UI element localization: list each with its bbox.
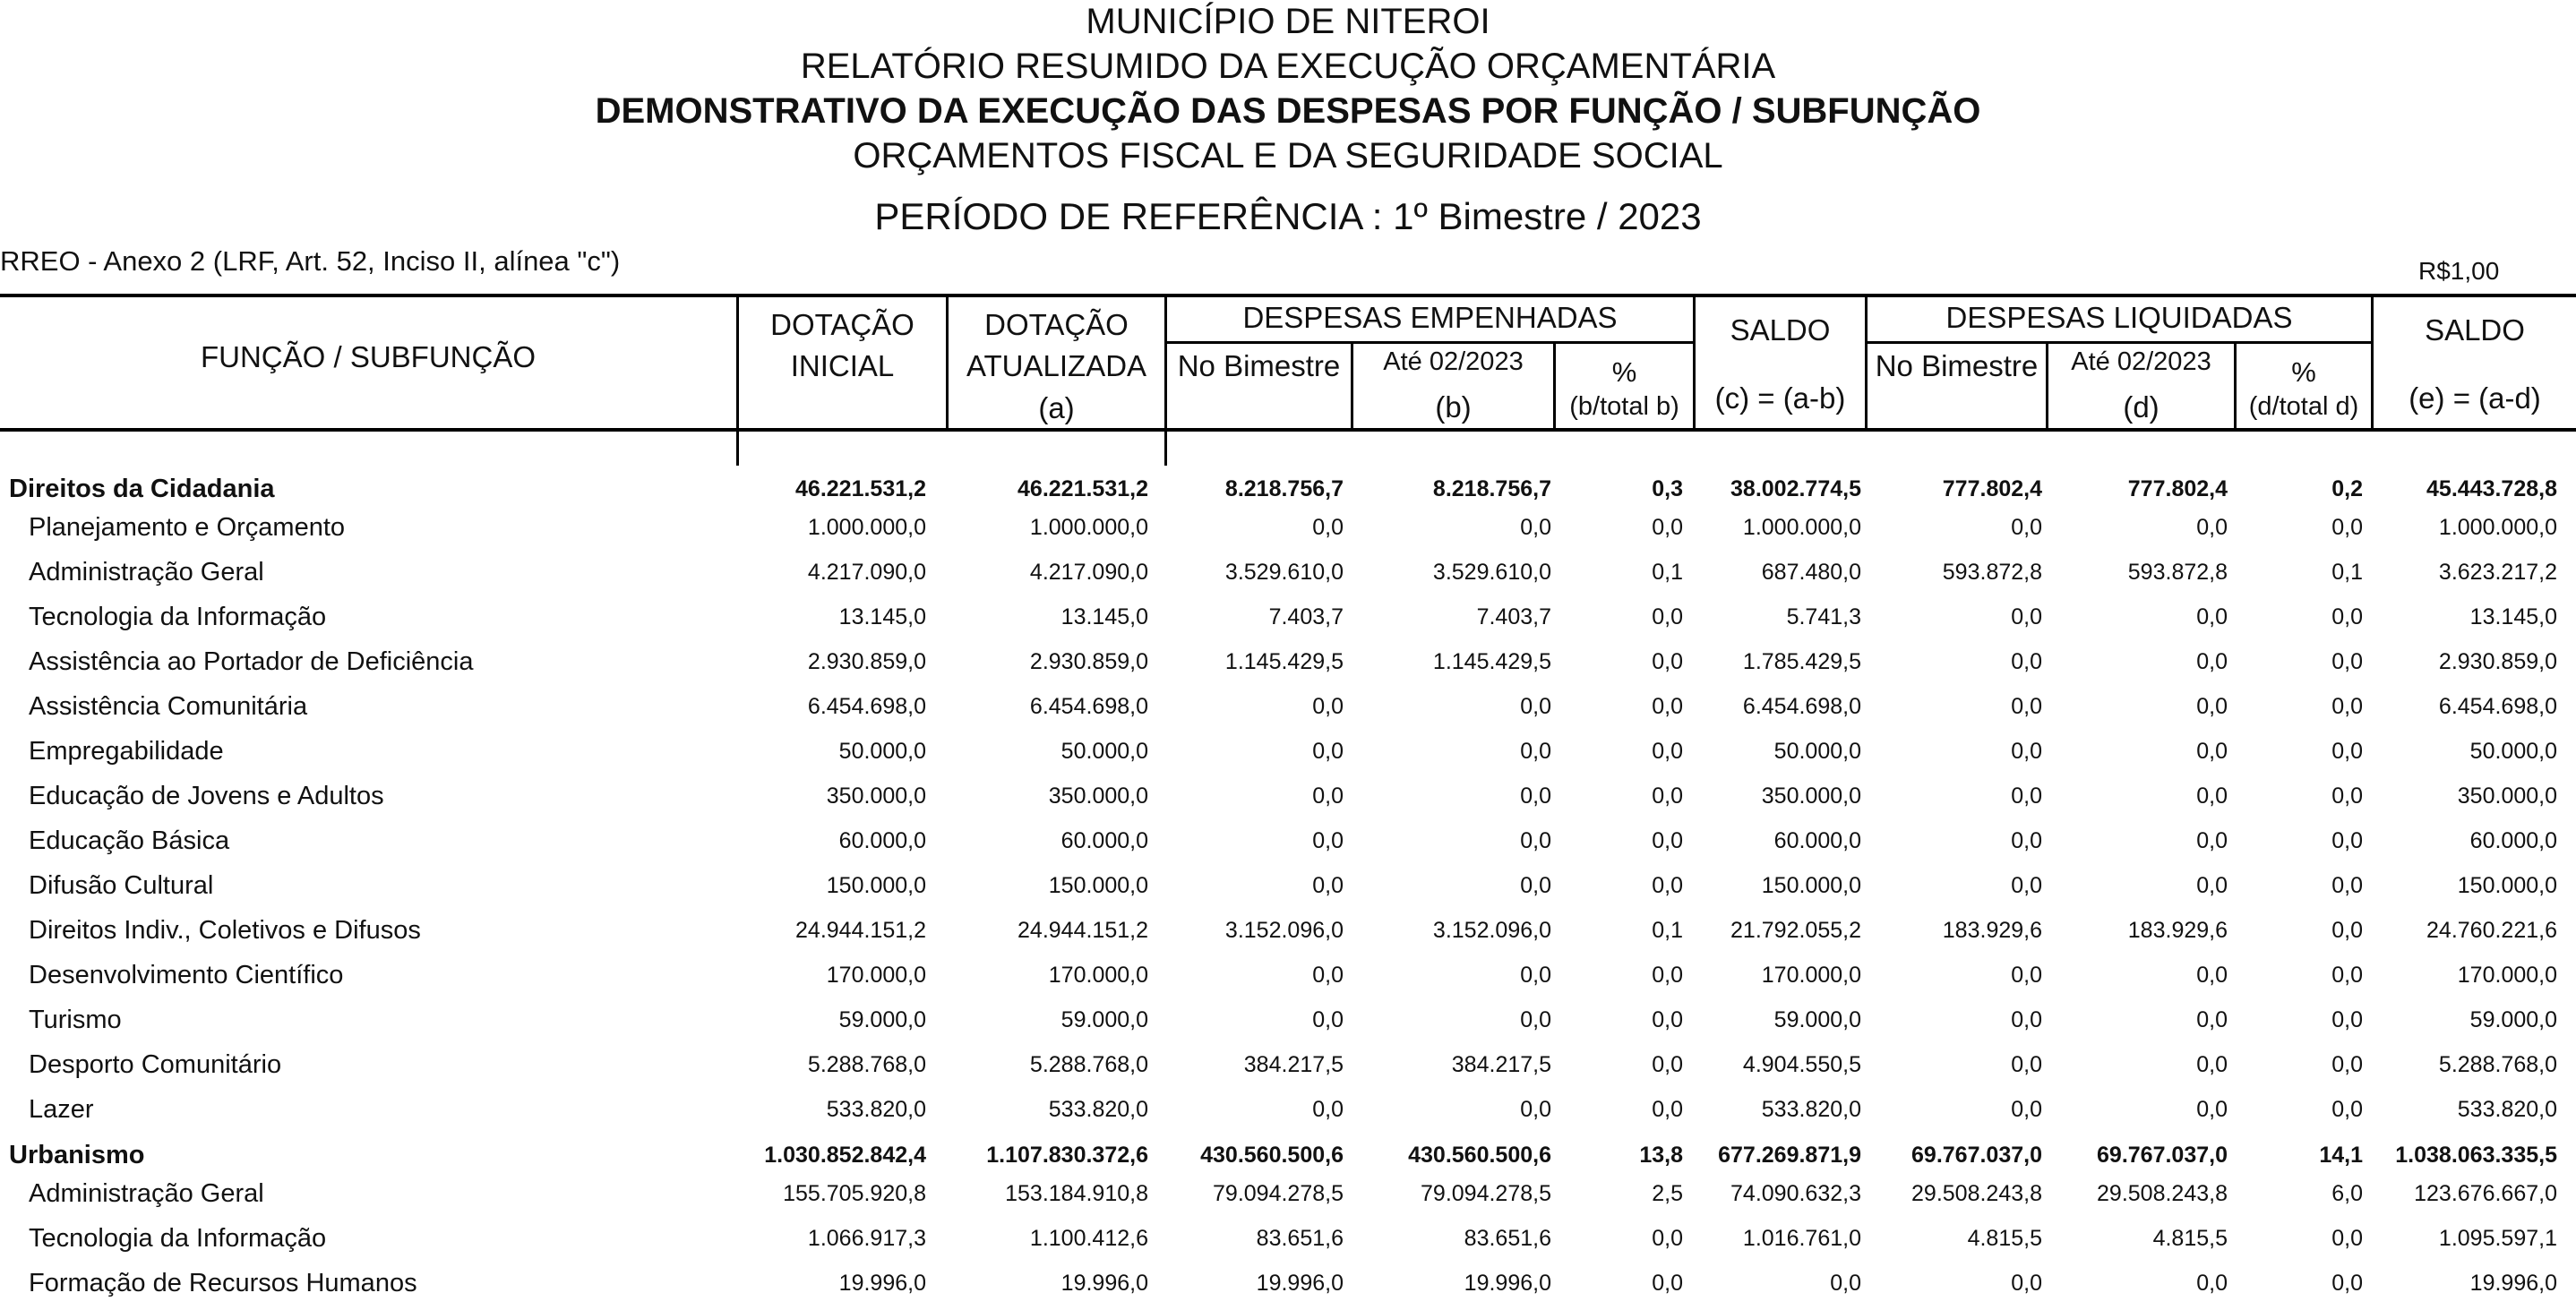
- cell-emp-pct: 0,1: [1652, 560, 1683, 585]
- cell-dotacao-inicial: 1.000.000,0: [807, 515, 926, 540]
- row-label: Desenvolvimento Científico: [29, 961, 344, 989]
- cell-saldo-c: 4.904.550,5: [1742, 1052, 1861, 1077]
- cell-liq-no-bimestre: 183.929,6: [1942, 918, 2042, 943]
- col-header-despesas-liquidadas: DESPESAS LIQUIDADAS: [1945, 301, 2293, 334]
- cell-dotacao-atualizada: 2.930.859,0: [1029, 649, 1148, 674]
- subfunction-row: [0, 912, 2576, 957]
- function-row: [0, 1130, 2576, 1175]
- cell-dotacao-inicial: 5.288.768,0: [807, 1052, 926, 1077]
- cell-emp-no-bimestre: 19.996,0: [1256, 1271, 1344, 1296]
- cell-emp-no-bimestre: 7.403,7: [1268, 604, 1344, 629]
- cell-emp-pct: 0,0: [1652, 783, 1683, 809]
- cell-saldo-e: 170.000,0: [2457, 963, 2557, 988]
- cell-dotacao-inicial: 170.000,0: [826, 963, 926, 988]
- cell-dotacao-inicial: 150.000,0: [826, 873, 926, 898]
- cell-liq-ate: 0,0: [2196, 873, 2228, 898]
- cell-liq-ate: 593.872,8: [2127, 560, 2228, 585]
- col-header-emp-pct-ref: (b/total b): [1569, 392, 1679, 421]
- cell-liq-no-bimestre: 0,0: [2011, 1271, 2042, 1296]
- cell-emp-no-bimestre: 0,0: [1312, 739, 1344, 764]
- cell-saldo-e: 13.145,0: [2469, 604, 2557, 629]
- cell-emp-ate: 0,0: [1520, 828, 1551, 853]
- cell-liq-no-bimestre: 0,0: [2011, 694, 2042, 719]
- cell-emp-pct: 0,0: [1652, 739, 1683, 764]
- cell-emp-ate: 384.217,5: [1451, 1052, 1551, 1077]
- cell-emp-no-bimestre: 1.145.429,5: [1224, 649, 1344, 674]
- cell-liq-ate: 0,0: [2196, 515, 2228, 540]
- col-header-saldo-e-ref: (e) = (a-d): [2409, 381, 2541, 415]
- cell-saldo-e: 24.760.221,6: [2426, 918, 2557, 943]
- cell-liq-ate: 0,0: [2196, 1007, 2228, 1032]
- cell-dotacao-atualizada: 150.000,0: [1048, 873, 1148, 898]
- col-header-dotacao-inicial-sub: INICIAL: [790, 349, 895, 382]
- cell-saldo-e: 350.000,0: [2457, 783, 2557, 809]
- subfunction-row: [0, 1265, 2576, 1310]
- cell-emp-pct: 0,3: [1652, 476, 1683, 501]
- row-label: Planejamento e Orçamento: [29, 513, 346, 542]
- cell-liq-no-bimestre: 0,0: [2011, 1052, 2042, 1077]
- col-header-saldo-e: SALDO: [2425, 313, 2525, 347]
- cell-saldo-e: 150.000,0: [2457, 873, 2557, 898]
- cell-saldo-c: 1.785.429,5: [1742, 649, 1861, 674]
- cell-dotacao-inicial: 6.454.698,0: [807, 694, 926, 719]
- cell-liq-pct: 0,0: [2331, 963, 2363, 988]
- cell-dotacao-atualizada: 1.000.000,0: [1029, 515, 1148, 540]
- cell-liq-no-bimestre: 0,0: [2011, 873, 2042, 898]
- cell-liq-pct: 0,0: [2331, 739, 2363, 764]
- cell-emp-pct: 0,0: [1652, 963, 1683, 988]
- cell-emp-no-bimestre: 3.152.096,0: [1224, 918, 1344, 943]
- cell-liq-no-bimestre: 0,0: [2011, 963, 2042, 988]
- cell-saldo-c: 533.820,0: [1761, 1097, 1861, 1122]
- cell-saldo-e: 45.443.728,8: [2426, 476, 2557, 501]
- cell-saldo-c: 677.269.871,9: [1718, 1143, 1861, 1168]
- cell-emp-no-bimestre: 0,0: [1312, 515, 1344, 540]
- cell-dotacao-inicial: 350.000,0: [826, 783, 926, 809]
- cell-saldo-e: 2.930.859,0: [2438, 649, 2557, 674]
- cell-liq-pct: 6,0: [2331, 1181, 2363, 1206]
- subfunction-row: [0, 554, 2576, 599]
- subfunction-row: [0, 599, 2576, 644]
- cell-saldo-c: 1.000.000,0: [1742, 515, 1861, 540]
- cell-liq-ate: 183.929,6: [2127, 918, 2228, 943]
- cell-dotacao-atualizada: 1.107.830.372,6: [986, 1143, 1148, 1168]
- col-header-emp-ate-ref: (b): [1435, 390, 1472, 424]
- cell-saldo-c: 6.454.698,0: [1742, 694, 1861, 719]
- cell-liq-no-bimestre: 0,0: [2011, 1097, 2042, 1122]
- cell-emp-pct: 13,8: [1639, 1143, 1683, 1168]
- cell-emp-ate: 79.094.278,5: [1421, 1181, 1551, 1206]
- cell-liq-pct: 0,0: [2331, 649, 2363, 674]
- cell-emp-no-bimestre: 3.529.610,0: [1224, 560, 1344, 585]
- cell-saldo-e: 123.676.667,0: [2414, 1181, 2557, 1206]
- col-header-liq-pct-ref: (d/total d): [2248, 392, 2359, 421]
- subfunction-row: [0, 733, 2576, 778]
- cell-liq-pct: 0,0: [2331, 1097, 2363, 1122]
- cell-dotacao-atualizada: 533.820,0: [1048, 1097, 1148, 1122]
- cell-emp-no-bimestre: 430.560.500,6: [1200, 1143, 1344, 1168]
- row-label: Assistência Comunitária: [29, 692, 308, 721]
- cell-liq-no-bimestre: 69.767.037,0: [1911, 1143, 2042, 1168]
- col-header-liq-ate: Até 02/2023: [2071, 347, 2211, 376]
- subfunction-row: [0, 689, 2576, 733]
- col-header-funcao: FUNÇÃO / SUBFUNÇÃO: [200, 340, 537, 373]
- subfunction-row: [0, 509, 2576, 554]
- cell-dotacao-inicial: 13.145,0: [838, 604, 926, 629]
- cell-emp-ate: 430.560.500,6: [1408, 1143, 1551, 1168]
- report-subtitle: DEMONSTRATIVO DA EXECUÇÃO DAS DESPESAS POR FUNÇÃO / SUBFUNÇÃO: [595, 91, 1981, 131]
- empenhadas-divider: [1164, 341, 1696, 344]
- cell-liq-pct: 0,0: [2331, 873, 2363, 898]
- cell-saldo-e: 1.095.597,1: [2438, 1226, 2557, 1251]
- cell-saldo-c: 60.000,0: [1773, 828, 1861, 853]
- cell-dotacao-inicial: 50.000,0: [838, 739, 926, 764]
- cell-saldo-e: 5.288.768,0: [2438, 1052, 2557, 1077]
- cell-dotacao-atualizada: 24.944.151,2: [1018, 918, 1148, 943]
- cell-saldo-e: 50.000,0: [2469, 739, 2557, 764]
- cell-saldo-e: 1.038.063.335,5: [2395, 1143, 2557, 1168]
- row-label: Difusão Cultural: [29, 871, 214, 900]
- cell-saldo-c: 1.016.761,0: [1742, 1226, 1861, 1251]
- cell-liq-no-bimestre: 0,0: [2011, 649, 2042, 674]
- cell-liq-no-bimestre: 0,0: [2011, 1007, 2042, 1032]
- row-label: Urbanismo: [9, 1141, 145, 1169]
- row-label: Educação de Jovens e Adultos: [29, 782, 384, 810]
- cell-emp-no-bimestre: 0,0: [1312, 873, 1344, 898]
- cell-saldo-e: 19.996,0: [2469, 1271, 2557, 1296]
- cell-emp-ate: 0,0: [1520, 515, 1551, 540]
- row-label: Empregabilidade: [29, 737, 224, 766]
- subfunction-row: [0, 1047, 2576, 1092]
- cell-dotacao-atualizada: 170.000,0: [1048, 963, 1148, 988]
- cell-dotacao-atualizada: 6.454.698,0: [1029, 694, 1148, 719]
- cell-emp-ate: 0,0: [1520, 1097, 1551, 1122]
- cell-emp-pct: 0,0: [1652, 604, 1683, 629]
- col-header-liq-ate-ref: (d): [2123, 390, 2160, 424]
- cell-saldo-c: 687.480,0: [1761, 560, 1861, 585]
- cell-dotacao-atualizada: 13.145,0: [1060, 604, 1148, 629]
- cell-liq-pct: 0,0: [2331, 604, 2363, 629]
- cell-emp-no-bimestre: 83.651,6: [1256, 1226, 1344, 1251]
- cell-emp-no-bimestre: 0,0: [1312, 1007, 1344, 1032]
- cell-saldo-c: 38.002.774,5: [1730, 476, 1861, 501]
- cell-emp-pct: 0,0: [1652, 828, 1683, 853]
- subfunction-row: [0, 957, 2576, 1002]
- col-header-liq-no-bimestre: No Bimestre: [1875, 349, 2039, 382]
- subfunction-row: [0, 1176, 2576, 1220]
- cell-liq-ate: 0,0: [2196, 649, 2228, 674]
- cell-emp-pct: 0,0: [1652, 873, 1683, 898]
- cell-emp-ate: 83.651,6: [1464, 1226, 1551, 1251]
- cell-dotacao-atualizada: 1.100.412,6: [1029, 1226, 1148, 1251]
- cell-emp-ate: 19.996,0: [1464, 1271, 1551, 1296]
- col-header-saldo-c-ref: (c) = (a-b): [1714, 381, 1846, 415]
- report-period: PERÍODO DE REFERÊNCIA : 1º Bimestre / 2023: [874, 195, 1702, 237]
- cell-liq-ate: 0,0: [2196, 604, 2228, 629]
- row-label: Tecnologia da Informação: [29, 603, 327, 631]
- row-label: Educação Básica: [29, 826, 230, 855]
- cell-emp-no-bimestre: 0,0: [1312, 1097, 1344, 1122]
- currency-unit: R$1,00: [2418, 257, 2500, 285]
- col-header-dotacao-atualizada-ref: (a): [1038, 391, 1075, 424]
- cell-emp-ate: 0,0: [1520, 739, 1551, 764]
- cell-emp-ate: 3.529.610,0: [1432, 560, 1551, 585]
- subfunction-row: [0, 868, 2576, 912]
- cell-dotacao-atualizada: 5.288.768,0: [1029, 1052, 1148, 1077]
- cell-emp-ate: 0,0: [1520, 873, 1551, 898]
- cell-emp-no-bimestre: 0,0: [1312, 694, 1344, 719]
- cell-dotacao-inicial: 1.030.852.842,4: [764, 1143, 926, 1168]
- row-label: Direitos da Cidadania: [9, 475, 275, 503]
- cell-dotacao-inicial: 2.930.859,0: [807, 649, 926, 674]
- col-header-liq-pct: %: [2291, 356, 2316, 388]
- subfunction-row: [0, 823, 2576, 868]
- cell-liq-pct: 0,1: [2331, 560, 2363, 585]
- header-bottom-rule: [0, 428, 2576, 432]
- cell-saldo-c: 170.000,0: [1761, 963, 1861, 988]
- cell-dotacao-inicial: 60.000,0: [838, 828, 926, 853]
- cell-dotacao-inicial: 155.705.920,8: [783, 1181, 926, 1206]
- cell-saldo-e: 6.454.698,0: [2438, 694, 2557, 719]
- cell-liq-ate: 4.815,5: [2152, 1226, 2228, 1251]
- cell-liq-ate: 0,0: [2196, 963, 2228, 988]
- cell-saldo-e: 3.623.217,2: [2438, 560, 2557, 585]
- cell-saldo-c: 50.000,0: [1773, 739, 1861, 764]
- subfunction-row: [0, 644, 2576, 689]
- cell-emp-no-bimestre: 0,0: [1312, 828, 1344, 853]
- cell-emp-pct: 0,0: [1652, 1271, 1683, 1296]
- cell-dotacao-inicial: 24.944.151,2: [795, 918, 926, 943]
- cell-liq-no-bimestre: 0,0: [2011, 739, 2042, 764]
- cell-liq-no-bimestre: 4.815,5: [1967, 1226, 2042, 1251]
- cell-saldo-e: 1.000.000,0: [2438, 515, 2557, 540]
- cell-dotacao-atualizada: 4.217.090,0: [1029, 560, 1148, 585]
- cell-liq-pct: 0,0: [2331, 828, 2363, 853]
- report-municipality: MUNICÍPIO DE NITEROI: [1086, 2, 1490, 41]
- cell-liq-ate: 0,0: [2196, 828, 2228, 853]
- cell-dotacao-inicial: 533.820,0: [826, 1097, 926, 1122]
- cell-liq-ate: 0,0: [2196, 1097, 2228, 1122]
- cell-emp-pct: 0,0: [1652, 1097, 1683, 1122]
- cell-liq-no-bimestre: 777.802,4: [1942, 476, 2042, 501]
- cell-emp-ate: 3.152.096,0: [1432, 918, 1551, 943]
- cell-emp-ate: 7.403,7: [1476, 604, 1551, 629]
- cell-emp-ate: 0,0: [1520, 1007, 1551, 1032]
- cell-liq-pct: 0,0: [2331, 1226, 2363, 1251]
- cell-liq-pct: 0,0: [2331, 1271, 2363, 1296]
- row-label: Assistência ao Portador de Deficiência: [29, 647, 474, 676]
- subfunction-row: [0, 1220, 2576, 1265]
- cell-emp-ate: 0,0: [1520, 694, 1551, 719]
- row-label: Tecnologia da Informação: [29, 1224, 327, 1253]
- cell-liq-pct: 0,0: [2331, 1052, 2363, 1077]
- report-budget-scope: ORÇAMENTOS FISCAL E DA SEGURIDADE SOCIAL: [853, 136, 1723, 176]
- cell-dotacao-atualizada: 46.221.531,2: [1018, 476, 1148, 501]
- annex-reference: RREO - Anexo 2 (LRF, Art. 52, Inciso II, alínea "c"): [0, 245, 621, 277]
- cell-liq-pct: 0,0: [2331, 515, 2363, 540]
- col-header-emp-no-bimestre: No Bimestre: [1177, 349, 1341, 382]
- cell-dotacao-inicial: 1.066.917,3: [807, 1226, 926, 1251]
- cell-liq-ate: 0,0: [2196, 694, 2228, 719]
- col-header-dotacao-atualizada-sub: ATUALIZADA: [966, 349, 1147, 382]
- cell-emp-pct: 0,0: [1652, 515, 1683, 540]
- cell-dotacao-atualizada: 50.000,0: [1060, 739, 1148, 764]
- cell-emp-ate: 8.218.756,7: [1432, 476, 1551, 501]
- row-label: Administração Geral: [29, 1179, 264, 1208]
- cell-emp-pct: 2,5: [1652, 1181, 1683, 1206]
- row-label: Formação de Recursos Humanos: [29, 1269, 417, 1297]
- cell-saldo-e: 60.000,0: [2469, 828, 2557, 853]
- cell-liq-no-bimestre: 0,0: [2011, 783, 2042, 809]
- cell-saldo-c: 350.000,0: [1761, 783, 1861, 809]
- col-header-dotacao-inicial: DOTAÇÃO: [770, 308, 914, 341]
- cell-dotacao-atualizada: 19.996,0: [1060, 1271, 1148, 1296]
- col-header-emp-pct: %: [1611, 356, 1637, 388]
- row-label: Desporto Comunitário: [29, 1050, 282, 1079]
- cell-emp-pct: 0,0: [1652, 1007, 1683, 1032]
- cell-liq-pct: 14,1: [2319, 1143, 2363, 1168]
- cell-emp-pct: 0,0: [1652, 1052, 1683, 1077]
- cell-liq-pct: 0,2: [2331, 476, 2363, 501]
- cell-emp-ate: 0,0: [1520, 783, 1551, 809]
- cell-emp-ate: 1.145.429,5: [1432, 649, 1551, 674]
- cell-dotacao-atualizada: 59.000,0: [1060, 1007, 1148, 1032]
- cell-saldo-e: 59.000,0: [2469, 1007, 2557, 1032]
- cell-emp-no-bimestre: 79.094.278,5: [1213, 1181, 1344, 1206]
- cell-emp-pct: 0,0: [1652, 649, 1683, 674]
- col-header-emp-ate: Até 02/2023: [1383, 347, 1524, 376]
- row-label: Turismo: [29, 1006, 122, 1034]
- row-label: Lazer: [29, 1095, 94, 1124]
- report-title: RELATÓRIO RESUMIDO DA EXECUÇÃO ORÇAMENTÁRIA: [800, 47, 1776, 86]
- cell-liq-pct: 0,0: [2331, 918, 2363, 943]
- cell-liq-pct: 0,0: [2331, 694, 2363, 719]
- cell-saldo-c: 150.000,0: [1761, 873, 1861, 898]
- cell-liq-no-bimestre: 0,0: [2011, 515, 2042, 540]
- cell-liq-no-bimestre: 593.872,8: [1942, 560, 2042, 585]
- cell-liq-pct: 0,0: [2331, 1007, 2363, 1032]
- cell-emp-pct: 0,0: [1652, 694, 1683, 719]
- function-row: [0, 464, 2576, 509]
- cell-saldo-c: 21.792.055,2: [1730, 918, 1861, 943]
- cell-liq-ate: 69.767.037,0: [2097, 1143, 2228, 1168]
- cell-liq-ate: 0,0: [2196, 739, 2228, 764]
- cell-saldo-c: 74.090.632,3: [1730, 1181, 1861, 1206]
- cell-liq-no-bimestre: 0,0: [2011, 828, 2042, 853]
- cell-dotacao-atualizada: 153.184.910,8: [1005, 1181, 1148, 1206]
- cell-emp-no-bimestre: 384.217,5: [1243, 1052, 1344, 1077]
- subfunction-row: [0, 778, 2576, 823]
- cell-liq-ate: 0,0: [2196, 1052, 2228, 1077]
- row-label: Direitos Indiv., Coletivos e Difusos: [29, 916, 421, 945]
- cell-dotacao-atualizada: 60.000,0: [1060, 828, 1148, 853]
- cell-emp-pct: 0,1: [1652, 918, 1683, 943]
- row-label: Administração Geral: [29, 558, 264, 587]
- cell-saldo-c: 59.000,0: [1773, 1007, 1861, 1032]
- col-header-despesas-empenhadas: DESPESAS EMPENHADAS: [1242, 301, 1618, 334]
- cell-dotacao-inicial: 59.000,0: [838, 1007, 926, 1032]
- cell-liq-no-bimestre: 29.508.243,8: [1911, 1181, 2042, 1206]
- subfunction-row: [0, 1002, 2576, 1047]
- cell-saldo-c: 5.741,3: [1786, 604, 1861, 629]
- cell-emp-no-bimestre: 0,0: [1312, 783, 1344, 809]
- liquidadas-divider: [1865, 341, 2371, 344]
- cell-liq-ate: 777.802,4: [2127, 476, 2228, 501]
- cell-saldo-e: 533.820,0: [2457, 1097, 2557, 1122]
- cell-emp-no-bimestre: 0,0: [1312, 963, 1344, 988]
- cell-liq-ate: 0,0: [2196, 783, 2228, 809]
- cell-liq-ate: 0,0: [2196, 1271, 2228, 1296]
- cell-dotacao-inicial: 19.996,0: [838, 1271, 926, 1296]
- cell-emp-no-bimestre: 8.218.756,7: [1224, 476, 1344, 501]
- cell-liq-ate: 29.508.243,8: [2097, 1181, 2228, 1206]
- col-header-dotacao-atualizada: DOTAÇÃO: [984, 308, 1129, 341]
- cell-liq-no-bimestre: 0,0: [2011, 604, 2042, 629]
- cell-dotacao-inicial: 46.221.531,2: [795, 476, 926, 501]
- cell-dotacao-inicial: 4.217.090,0: [807, 560, 926, 585]
- cell-emp-pct: 0,0: [1652, 1226, 1683, 1251]
- header-top-rule: [0, 294, 2576, 297]
- cell-saldo-c: 0,0: [1830, 1271, 1861, 1296]
- cell-emp-ate: 0,0: [1520, 963, 1551, 988]
- col-header-saldo-c: SALDO: [1730, 313, 1831, 347]
- cell-liq-pct: 0,0: [2331, 783, 2363, 809]
- cell-dotacao-atualizada: 350.000,0: [1048, 783, 1148, 809]
